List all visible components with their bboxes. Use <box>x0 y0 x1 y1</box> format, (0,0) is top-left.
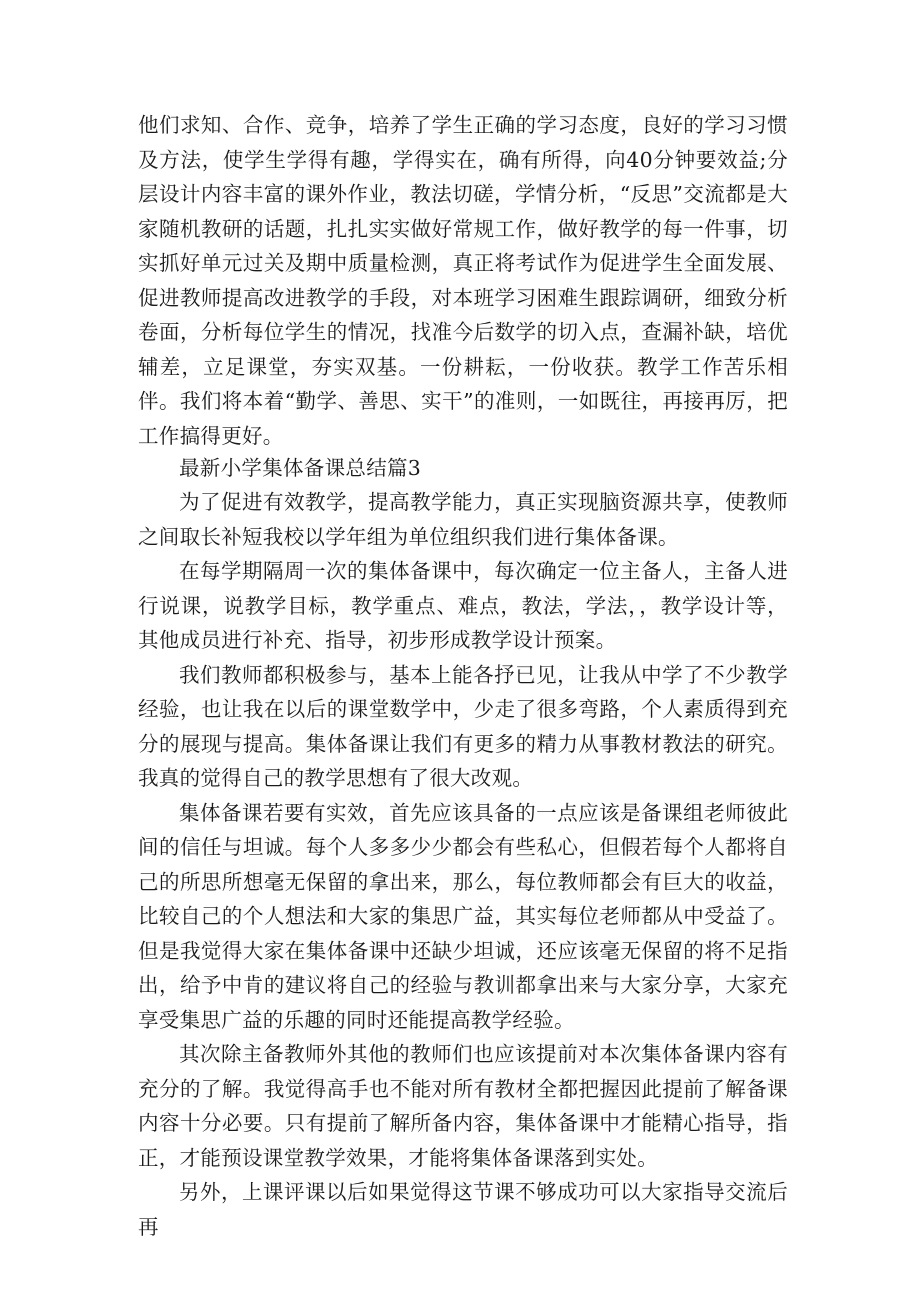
continuation-paragraph: 他们求知、合作、竞争，培养了学生正确的学习态度，良好的学习习惯及方法，使学生学得有趣，学得实在，确有所得，向40分钟要效益;分层设计内容丰富的课外作业，教法切磋，学情分析，“反思”交流都是大家随机教研的话题，扎扎实实做好常规工作，做好教学的每一件事，切实抓好单元过关及期中质量检测，真正将考试作为促进学生全面发展、促进教师提高改进教学的手段，对本班学习困难生跟踪调研，细致分析卷面，分析每位学生的情况，找准今后数学的切入点，查漏补缺，培优辅差，立足课堂，夯实双基。一份耕耘，一份收获。教学工作苦乐相伴。我们将本着“勤学、善思、实干”的准则，一如既往，再接再厉，把工作搞得更好。 <box>138 113 788 448</box>
body-paragraph-5: 其次除主备教师外其他的教师们也应该提前对本次集体备课内容有充分的了解。我觉得高手也不能对所有教材全都把握因此提前了解备课内容十分必要。只有提前了解所备内容，集体备课中才能精心指导，指正，才能预设课堂教学效果，才能将集体备课落到实处。 <box>138 1042 788 1170</box>
body-paragraph-1: 为了促进有效教学，提高教学能力，真正实现脑资源共享，使教师之间取长补短我校以学年组为单位组织我们进行集体备课。 <box>138 490 788 549</box>
body-paragraph-6: 另外，上课评课以后如果觉得这节课不够成功可以大家指导交流后再 <box>138 1180 788 1239</box>
continuation-block <box>138 108 788 453</box>
body-paragraph-4: 集体备课若要有实效，首先应该具备的一点应该是备课组老师彼此间的信任与坦诚。每个人多多少少都会有些私心，但假若每个人都将自己的所思所想毫无保留的拿出来，那么，每位教师都会有巨大的收益，比较自己的个人想法和大家的集思广益，其实每位老师都从中受益了。但是我觉得大家在集体备课中还缺少坦诚，还应该毫无保留的将不足指出，给予中肯的建议将自己的经验与教训都拿出来与大家分享，大家充享受集思广益的乐趣的同时还能提高教学经验。 <box>138 800 788 1032</box>
body-paragraph-3: 我们教师都积极参与，基本上能各抒已见，让我从中学了不少教学经验，也让我在以后的课堂数学中，少走了很多弯路，个人素质得到充分的展现与提高。集体备课让我们有更多的精力从事教材教法的研究。我真的觉得自己的教学思想有了很大改观。 <box>138 662 788 790</box>
body-paragraph-2: 在每学期隔周一次的集体备课中，每次确定一位主备人，主备人进行说课，说教学目标，教学重点、难点，教法，学法，，教学设计等，其他成员进行补充、指导，初步形成教学设计预案。 <box>138 559 788 652</box>
section-body <box>138 485 788 1244</box>
section-title: 最新小学集体备课总结篇3 <box>179 456 422 480</box>
